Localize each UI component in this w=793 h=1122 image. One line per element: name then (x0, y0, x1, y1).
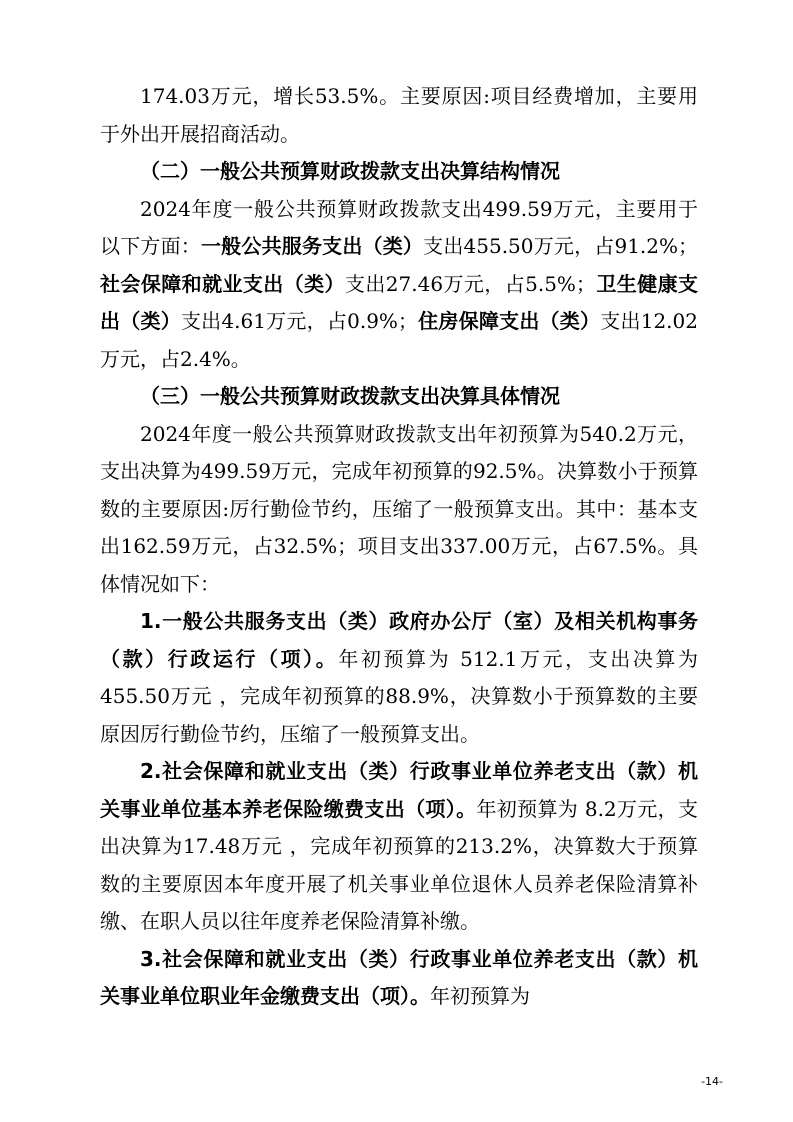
section-heading-specifics (100, 378, 698, 416)
heading-text: （三）一般公共预算财政拨款支出决算具体情况 (140, 384, 560, 408)
text-segment: 年初预算为 512.1万元，支出决算为455.50万元 ，完成年初预算的88.9%，决算数小于预算数的主要原因厉行勤俭节约，压缩了一般预算支出。 (100, 646, 698, 746)
page-number: -14- (701, 1075, 723, 1088)
bold-segment: 一般公共服务支出（类） (200, 234, 424, 258)
document-body (100, 78, 698, 1016)
bold-segment: 住房保障支出（类） (417, 309, 601, 333)
paragraph-item-3 (100, 941, 698, 1016)
text-segment: 支出27.46万元，占5.5%； (344, 271, 596, 296)
bold-segment: 社会保障和就业支出（类） (100, 271, 345, 296)
text-segment: 174.03万元，增长53.5%。主要原因:项目经费增加，主要用于外出开展招商活动。 (100, 84, 698, 146)
paragraph-item-2 (100, 753, 698, 941)
bold-segment: 卫生健康支出（类） (100, 271, 699, 333)
text-segment: 年初预算为 8.2万元，支出决算为17.48万元 ，完成年初预算的213.2%，决算数大于预算数的主要原因本年度开展了机关事业单位退休人员养老保险清算补缴、在职人员以往年度养老保险清算补缴。 (100, 796, 699, 933)
text-segment: 2024年度一般公共预算财政拨款支出年初预算为540.2万元，支出决算为499.59万元，完成年初预算的92.5%。决算数小于预算数的主要原因:厉行勤俭节约，压缩了一般预算支出。其中：基本支出162.59万元，占32.5%；项目支出337.00万元，占67.5%。具体情况如下： (100, 421, 698, 596)
paragraph-budget-summary (100, 416, 698, 604)
text-segment: 支出12.02万元，占2.4%。 (100, 309, 698, 371)
heading-text: （二）一般公共预算财政拨款支出决算结构情况 (140, 159, 560, 183)
paragraph-item-1 (100, 603, 698, 753)
bold-segment: 2.社会保障和就业支出（类）行政事业单位养老支出（款）机关事业单位基本养老保险缴费支出（项）。 (100, 759, 698, 821)
text-segment: 支出4.61万元，占0.9%； (180, 309, 418, 333)
text-segment: 年初预算为 (430, 984, 530, 1008)
paragraph-growth-reason (100, 78, 698, 153)
text-segment: 2024年度一般公共预算财政拨款支出499.59万元，主要用于以下方面： (100, 196, 698, 258)
section-heading-structure (100, 153, 698, 191)
bold-segment: 1.一般公共服务支出（类）政府办公厅（室）及相关机构事务（款）行政运行（项）。 (100, 609, 698, 671)
text-segment: 支出455.50万元，占91.2%； (423, 234, 699, 258)
bold-segment: 3.社会保障和就业支出（类）行政事业单位养老支出（款）机关事业单位职业年金缴费支出（项）。 (100, 946, 698, 1008)
paragraph-structure-details (100, 191, 698, 379)
